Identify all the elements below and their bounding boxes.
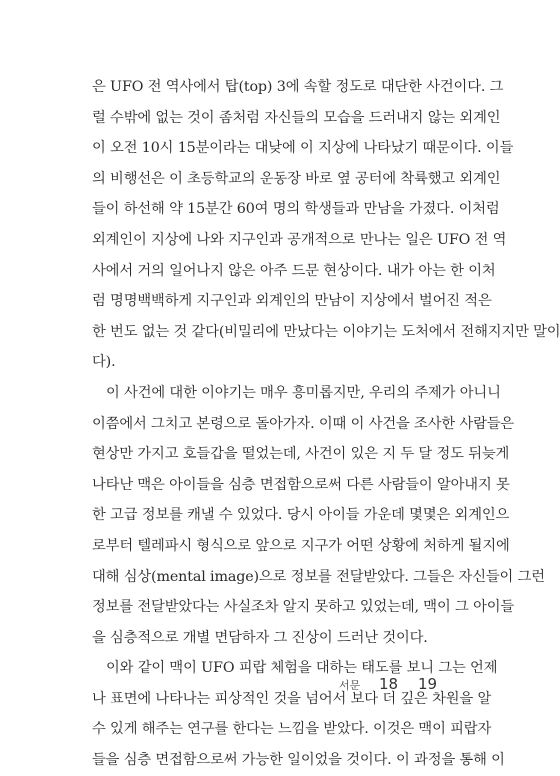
- text-line: 대해 심상(mental image)으로 정보를 전달받았다. 그들은 자신들이 그런: [92, 568, 545, 585]
- text-line: 이쯤에서 그치고 본령으로 돌아가자. 이때 이 사건을 조사한 사람들은: [92, 415, 515, 432]
- text-line: 사에서 거의 일어나지 않은 아주 드문 현상이다. 내가 아는 한 이처: [92, 262, 496, 279]
- text-line: 한 고급 정보를 캐낼 수 있었다. 당시 아이들 가운데 몇몇은 외계인으: [92, 507, 510, 524]
- text-line: 외계인이 지상에 나와 지구인과 공개적으로 만나는 일은 UFO 전 역: [92, 231, 507, 248]
- paragraph-first-line: 이와 같이 맥이 UFO 피랍 체험을 대하는 태도를 보니 그는 언제: [106, 660, 498, 677]
- text-line: 정보를 전달받았다는 사실조차 알지 못하고 있었는데, 맥이 그 아이들: [92, 599, 515, 616]
- page-footer: [0, 675, 500, 695]
- text-line: 들을 심층 면접함으로써 가능한 일이었을 것이다. 이 과정을 통해 이: [92, 752, 505, 769]
- text-line: 을 심층적으로 개별 면담하자 그 진상이 드러난 것이다.: [92, 629, 428, 646]
- page-number-left: 18: [379, 675, 399, 693]
- paragraph-first-line: 이 사건에 대한 이야기는 매우 흥미롭지만, 우리의 주제가 아니니: [106, 384, 501, 401]
- text-line: 이 오전 10시 15분이라는 대낮에 이 지상에 나타났기 때문이다. 이들: [92, 140, 514, 157]
- text-line: 현상만 가지고 호들갑을 떨었는데, 사건이 있은 지 두 달 정도 뒤늦게: [92, 446, 510, 463]
- text-line: 다).: [92, 354, 116, 371]
- text-line: 럴 수밖에 없는 것이 좀처럼 자신들의 모습을 드러내지 않는 외계인: [92, 109, 501, 126]
- text-line: 의 비행선은 이 초등학교의 운동장 바로 옆 공터에 착륙했고 외계인: [92, 170, 501, 187]
- text-line: 로부터 텔레파시 형식으로 앞으로 지구가 어떤 상황에 처하게 될지에: [92, 537, 510, 554]
- text-line: 한 번도 없는 것 같다(비밀리에 만났다는 이야기는 도처에서 전해지지만 말이: [92, 323, 560, 340]
- text-line: 럼 명명백백하게 지구인과 외계인의 만남이 지상에서 벌어진 적은: [92, 293, 492, 310]
- text-line: 나 표면에 나타나는 피상적인 것을 넘어서 보다 더 깊은 차원을 알: [92, 690, 492, 707]
- text-line: 수 있게 해주는 연구를 한다는 느낌을 받았다. 이것은 맥이 피랍자: [92, 721, 492, 738]
- body-text: [92, 72, 560, 776]
- running-footer-section: 서문: [339, 679, 361, 692]
- text-line: 나타난 맥은 아이들을 심층 면접함으로써 다른 사람들이 알아내지 못: [92, 476, 510, 493]
- text-line: 은 UFO 전 역사에서 탑(top) 3에 속할 정도로 대단한 사건이다. 그: [92, 79, 504, 95]
- text-line: 들이 하선해 약 15분간 60여 명의 학생들과 만남을 가졌다. 이처럼: [92, 201, 500, 218]
- page-number-right: 19: [418, 675, 438, 693]
